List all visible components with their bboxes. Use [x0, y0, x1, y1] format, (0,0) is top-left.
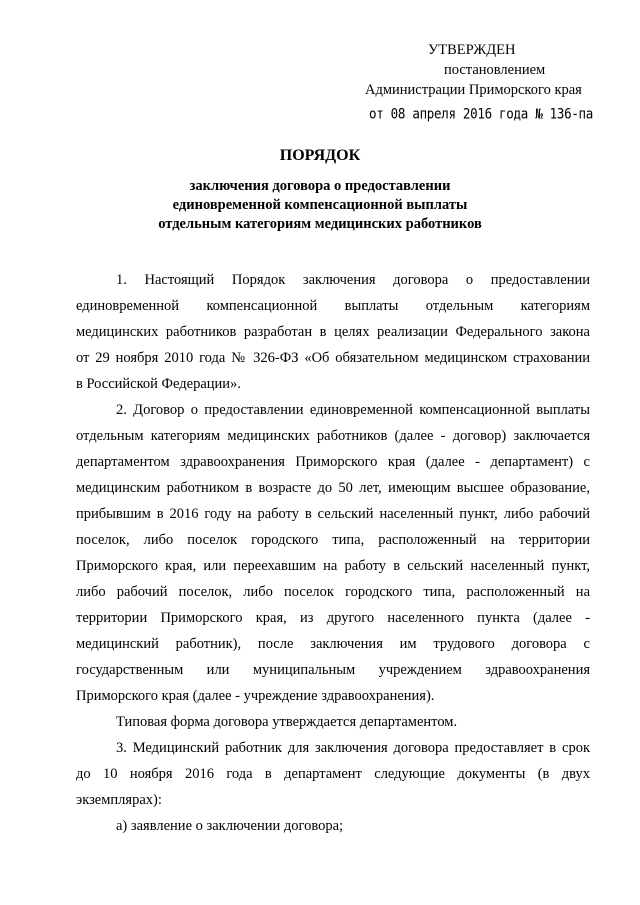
body-line: в Российской Федерации». [76, 376, 241, 392]
document-body [76, 267, 590, 839]
body-line: поселок, либо поселок городского типа, расположенный на территории [76, 532, 590, 548]
body-line: территории Приморского края, из другого населенного пункта (далее - [76, 610, 590, 626]
body-line: Приморского края, или переехавшим на работу в сельский населенный пункт, [76, 558, 590, 574]
approved-label: УТВЕРЖДЕН [428, 42, 516, 58]
body-line: медицинских работников разработан в целях реализации Федерального закона [76, 324, 590, 340]
body-line: отдельным категориям медицинских работников (далее - договор) заключается [76, 428, 590, 444]
body-line: до 10 ноября 2016 года в департамент следующие документы (в двух [76, 766, 590, 782]
body-line: 1. Настоящий Порядок заключения договора о предоставлении [116, 272, 590, 288]
body-line: экземплярах): [76, 792, 162, 808]
document-subtitle-line: отдельным категориям медицинских работников [158, 216, 482, 232]
body-line: либо рабочий поселок, либо поселок городского типа, расположенный на [76, 584, 590, 600]
resolution-stamp: от 08 апреля 2016 года № 136-па [369, 105, 593, 122]
body-line: медицинским работником в возрасте до 50 лет, имеющим высшее образование, [76, 480, 590, 496]
body-line: единовременной компенсационной выплаты отдельным категориям [76, 298, 590, 314]
body-line: Приморского края (далее - учреждение здравоохранения). [76, 688, 435, 704]
body-line: медицинский работник), после заключения им трудового договора с [76, 636, 590, 652]
body-line: Типовая форма договора утверждается департаментом. [116, 714, 458, 730]
approval-block [365, 40, 630, 100]
document-subtitle-line: заключения договора о предоставлении [189, 178, 451, 194]
body-line: департаментом здравоохранения Приморского края (далее - департамент) с [76, 454, 590, 470]
resolution-label: постановлением [444, 62, 546, 78]
body-line: а) заявление о заключении договора; [116, 818, 344, 834]
body-line: от 29 ноября 2010 года № 326-ФЗ «Об обязательном медицинском страховании [76, 350, 590, 366]
body-line: государственным или муниципальным учреждением здравоохранения [76, 662, 590, 678]
body-line: 3. Медицинский работник для заключения договора предоставляет в срок [116, 740, 590, 756]
document-title: ПОРЯДОК [279, 147, 361, 164]
document-subtitle-line: единовременной компенсационной выплаты [172, 197, 468, 213]
body-line: прибывшим в 2016 году на работу в сельский населенный пункт, либо рабочий [76, 506, 590, 522]
authority-label: Администрации Приморского края [365, 82, 582, 98]
body-line: 2. Договор о предоставлении единовременной компенсационной выплаты [116, 402, 590, 418]
